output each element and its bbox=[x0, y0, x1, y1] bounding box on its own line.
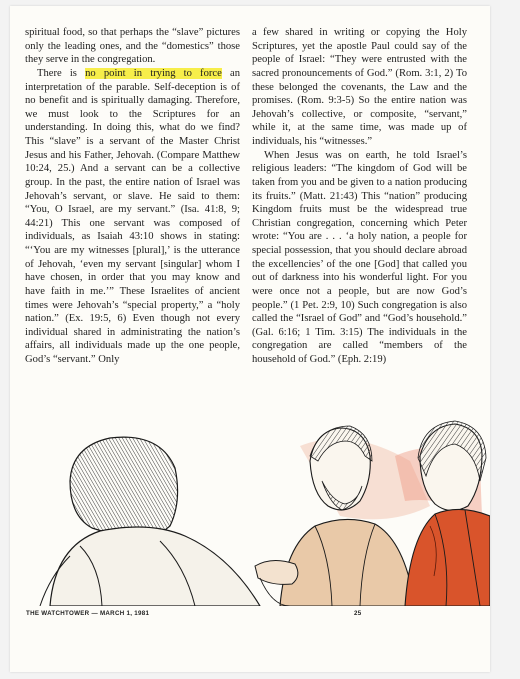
paragraph-text: When Jesus was on earth, he told Israel’s religious leaders: “The kingdom of God will be taken from you and be given to a nation producing its fruits.” (Matt. 21:43) This “nation” producing Kingdom fruits must be the widespread true Christian congregation, concerning which Peter wrote: “You are . . . ‘a holy nation, a people for special possession, that you should declare abroad the excellencies’ of the one [God] that called you out of darkness into his wonderful light. For you were once not a people, but are now God’s people.” (1 Pet. 2:9, 10) Such congregation is also called the “Israel of God” and “God’s household.” (Gal. 6:16; 1 Tim. 3:15) The individuals in the congregation are called “members of the household of God.” (Eph. 2:19) bbox=[252, 149, 467, 365]
paragraph bbox=[25, 67, 240, 367]
page-number: 25 bbox=[354, 610, 362, 617]
illustration-jesus-and-disciples bbox=[10, 406, 490, 606]
paragraph-text: a few shared in writing or copying the Holy Scriptures, yet the apostle Paul could say of the people of Israel: “They were entrusted with the sacred pronouncements of God.” (Rom. 3:1, 2) To these belonged the covenants, the Law and the promises. (Rom. 9:3-5) So the entire nation was Jehovah’s collective, or composite, “servant,” while it, at the same time, was made up of individuals, his “witnesses.” bbox=[252, 27, 467, 147]
highlighted-phrase: no point in trying to force bbox=[85, 67, 222, 79]
publication-line: THE WATCHTOWER — MARCH 1, 1981 bbox=[26, 610, 150, 617]
paragraph bbox=[252, 149, 467, 367]
paragraph-text: spiritual food, so that perhaps the “slave” pictures only the leading ones, and the “domestics” those they serve in the congregation. bbox=[25, 27, 240, 66]
left-column bbox=[25, 26, 240, 367]
magazine-page bbox=[10, 6, 490, 672]
page-footer bbox=[26, 610, 474, 617]
figure-left-man bbox=[40, 437, 260, 606]
paragraph bbox=[252, 26, 467, 149]
paragraph-text: There is bbox=[37, 67, 86, 79]
paragraph-text: an interpretation of the parable. Self-deception is of no benefit and is spiritually damaging. Therefore, we must look to the Scriptures for an understanding. In doing this, what do we find? This “slave” is a servant of the Master Christ Jesus and his Father, Jehovah. (Compare Matthew 10:24, 25.) And a servant can be a collective group. In the past, the entire nation of Israel was Jehovah’s servant, or slave. He said to them: “You, O Israel, are my servant.” (Isa. 41:8, 9; 44:21) This one servant was composed of individuals, as Isaiah 43:10 shows in stating: “‘You are my witnesses [plural],’ is the utterance of Jehovah, ‘even my servant [singular] whom I have chosen, in order that you may know and have faith in me.’” These Israelites of ancient times were Jehovah’s “special property,” a “holy nation.” (Ex. 19:5, 6) Even though not every individual shared in administrating the nation’s affairs, all individuals made up the one people, God’s “servant.” Only bbox=[25, 67, 240, 365]
paragraph bbox=[25, 26, 240, 67]
right-column bbox=[252, 26, 467, 367]
figure-right-man bbox=[405, 421, 490, 606]
